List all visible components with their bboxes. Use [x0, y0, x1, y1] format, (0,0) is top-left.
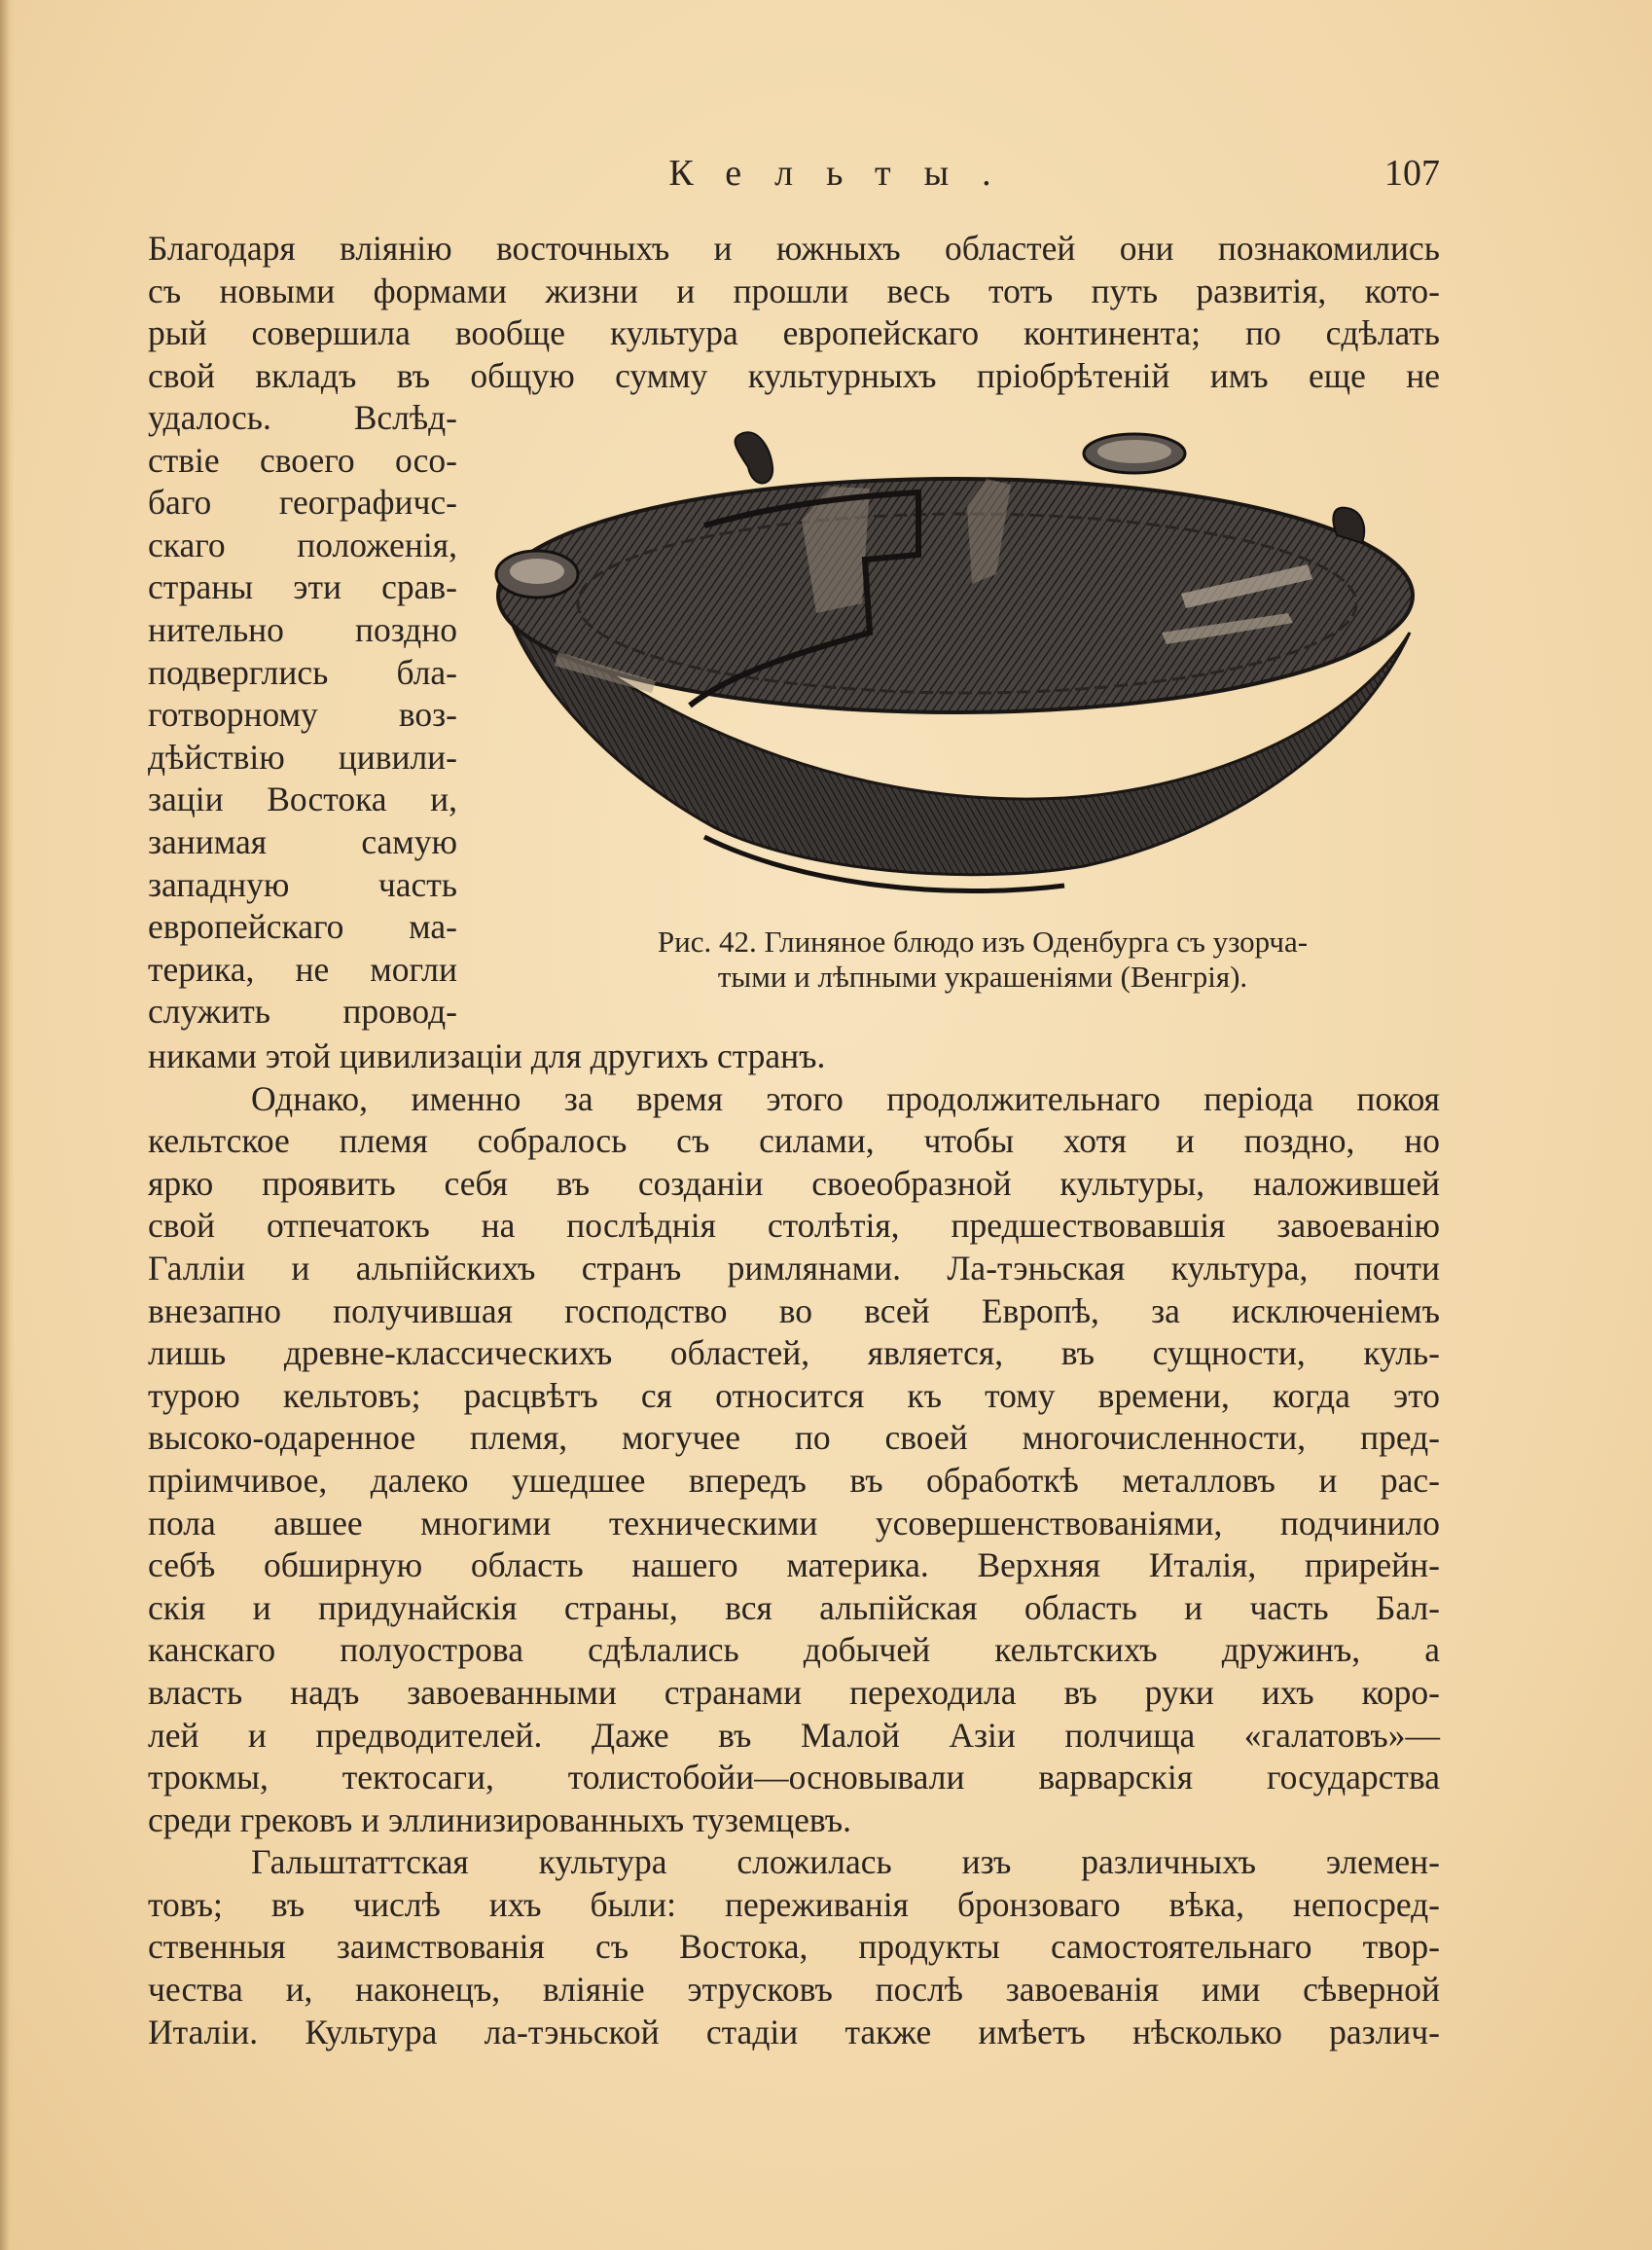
text-line: товъ; въ числѣ ихъ были: переживанія бронзоваго вѣка, непосред- — [148, 1884, 1440, 1924]
clay-dish-illustration — [481, 428, 1424, 915]
caption-line: тыми и лѣпными украшеніями (Венгрія). — [717, 960, 1248, 994]
text-line: ярко проявить себя въ созданіи своеобразной культуры, наложившей — [148, 1163, 1440, 1203]
text-line: среди грековъ и эллинизированныхъ туземцевъ. — [148, 1799, 851, 1839]
text-line: никами этой цивилизаціи для другихъ странъ. — [148, 1036, 826, 1075]
text-line: Благодаря вліянію восточныхъ и южныхъ областей они познакомились — [148, 229, 1440, 268]
text-line: нительно поздно — [148, 609, 457, 649]
paragraph-wrapped-left — [148, 397, 457, 1034]
page-edge-shadow — [0, 0, 14, 2250]
text-line: Гальштаттская культура сложилась изъ различныхъ элемен- — [251, 1842, 1440, 1882]
text-line: рый совершила вообще культура европейскаго континента; по сдѣлать — [148, 313, 1440, 353]
text-line: свой отпечатокъ на послѣднія столѣтія, предшествовавшія завоеванію — [148, 1206, 1440, 1246]
text-line: Галліи и альпійскихъ странъ римлянами. Ла-тэньская культура, почти — [148, 1248, 1440, 1288]
text-line: баго географичс- — [148, 483, 457, 523]
text-line: кельтское племя собралось съ силами, чтобы хотя и поздно, но — [148, 1121, 1440, 1161]
text-line: канскаго полуострова сдѣлались добычей кельтскихъ дружинъ, а — [148, 1630, 1440, 1670]
text-line: пріимчивое, далеко ушедшее впередъ въ обработкѣ металловъ и рас- — [148, 1460, 1440, 1500]
text-line: ствіе своего осо- — [148, 440, 457, 480]
running-header — [146, 152, 1440, 202]
text-line: пола авшее многими техническими усовершенствованіями, подчинило — [148, 1503, 1440, 1542]
text-line: внезапно получившая господство во всей Европѣ, за исключеніемъ — [148, 1290, 1440, 1330]
paragraph-main — [148, 1035, 1440, 2053]
text-line: скаго положенія, — [148, 525, 457, 564]
text-line: турою кельтовъ; расцвѣтъ ся относится къ тому времени, когда это — [148, 1375, 1440, 1415]
text-line: чества и, наконецъ, вліяніе этрусковъ послѣ завоеванія ими сѣверной — [148, 1970, 1440, 2010]
figure-clay-dish — [481, 428, 1424, 915]
text-line: съ новыми формами жизни и прошли весь тотъ путь развитія, кото- — [148, 271, 1440, 310]
text-line: скія и придунайскія страны, вся альпійская область и часть Бал- — [148, 1587, 1440, 1627]
text-line: власть надъ завоеванными странами переходила въ руки ихъ коро- — [148, 1672, 1440, 1712]
text-line: Однако, именно за время этого продолжительнаго періода покоя — [251, 1078, 1440, 1118]
text-line: европейскаго ма- — [148, 907, 457, 947]
figure-caption — [525, 925, 1440, 995]
text-line: лишь древне-классическихъ областей, является, въ сущности, куль- — [148, 1333, 1440, 1373]
running-title: Кельты. — [668, 153, 1024, 194]
text-line: готворному воз- — [148, 695, 457, 735]
text-line: удалось. Вслѣд- — [148, 398, 457, 437]
text-line: терика, не могли — [148, 949, 457, 989]
text-line: высоко-одаренное племя, могучее по своей многочисленности, пред- — [148, 1418, 1440, 1458]
text-line: дѣйствію цивили- — [148, 737, 457, 777]
text-line: западную часть — [148, 864, 457, 904]
paragraph-top — [148, 228, 1440, 397]
text-line: Италіи. Культура ла-тэньской стадіи также имѣетъ нѣсколько различ- — [148, 2012, 1440, 2051]
text-line: заціи Востока и, — [148, 780, 457, 819]
text-line: лей и предводителей. Даже въ Малой Азіи полчища «галатовъ»— — [148, 1715, 1440, 1755]
text-line: свой вкладъ въ общую сумму культурныхъ пріобрѣтеній имъ еще не — [148, 355, 1440, 395]
text-line: ственныя заимствованія съ Востока, продукты самостоятельнаго твор- — [148, 1927, 1440, 1967]
page-number: 107 — [1384, 153, 1440, 194]
text-line: трокмы, тектосаги, толистобойи—основывали варварскія государства — [148, 1758, 1440, 1797]
text-line: служить провод- — [148, 992, 457, 1032]
text-line: занимая самую — [148, 821, 457, 861]
text-line: себѣ обширную область нашего материка. Верхняя Италія, прирейн- — [148, 1545, 1440, 1585]
caption-line: Рис. 42. Глиняное блюдо изъ Оденбурга съ узорча- — [657, 925, 1309, 959]
text-line: страны эти срав- — [148, 567, 457, 607]
text-line: подверглись бла- — [148, 652, 457, 692]
